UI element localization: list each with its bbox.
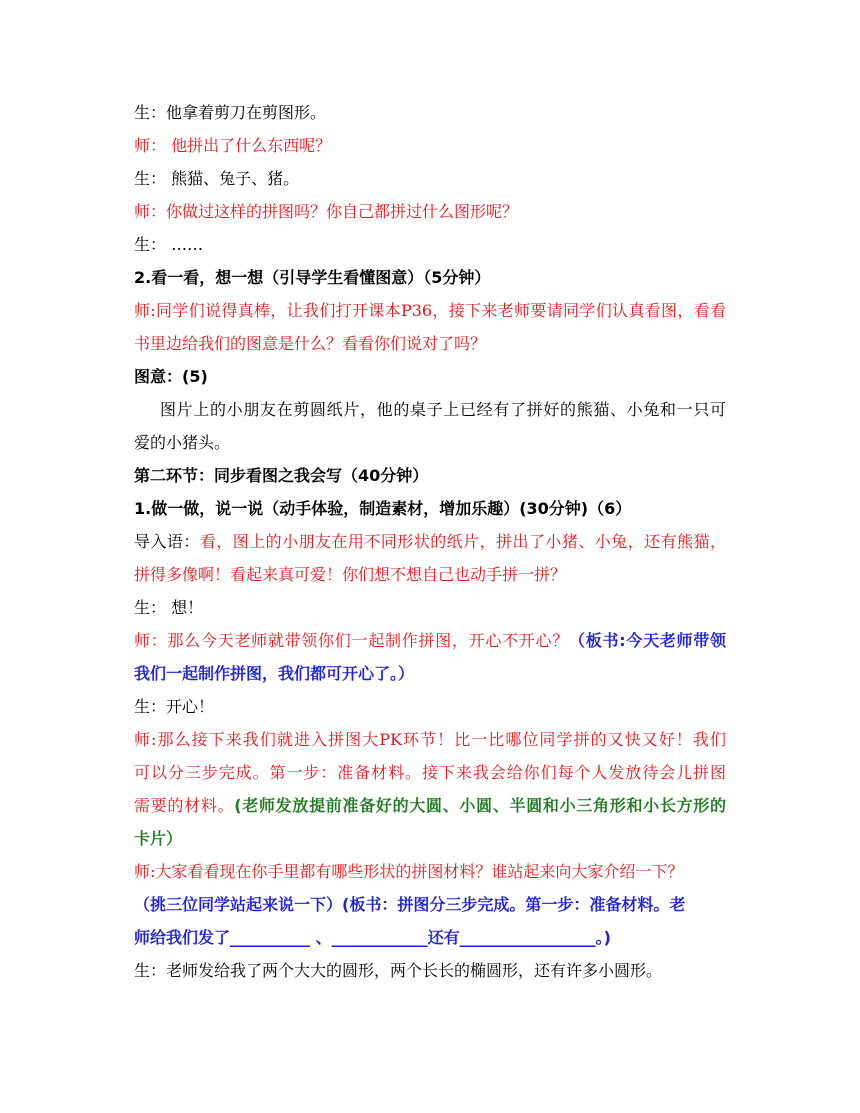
intro-text: 看，图上的小朋友在用不同形状的纸片，拼出了小猪、小兔，还有熊猫，: [199, 532, 726, 551]
section-heading: 第二环节：同步看图之我会写（40分钟）: [134, 466, 429, 485]
action-note: 卡片）: [134, 829, 183, 848]
teacher-text: 需要的材料。: [134, 796, 235, 815]
dialogue-line: 拼得多像啊！看起来真可爱！你们想不想自己也动手拼一拼？: [134, 565, 567, 584]
dialogue-line: 生：开心！: [134, 697, 215, 716]
dialogue-line: 师:同学们说得真棒，让我们打开课本P36，接下来老师要请同学们认真看图，看看: [134, 301, 726, 320]
dialogue-line: 生： 熊猫、兔子、猪。: [134, 169, 300, 188]
board-note: 我们一起制作拼图，我们都可开心了。）: [134, 664, 415, 683]
action-note: (老师发放提前准备好的大圆、小圆、半圆和小三角形和小长方形的: [234, 796, 726, 815]
board-note: （挑三位同学站起来说一下）(板书：拼图分三步完成。第一步：准备材料。老: [134, 895, 686, 914]
dialogue-line: 可以分三步完成。第一步：准备材料。接下来我会给你们每个人发放待会儿拼图: [134, 763, 726, 782]
teacher-text: 师：那么今天老师就带领你们一起制作拼图，开心不开心？: [134, 631, 570, 650]
dialogue-line: 师：你做过这样的拼图吗？你自己都拼过什么图形呢？: [134, 202, 519, 221]
dialogue-line: 师： 他拼出了什么东西呢？: [134, 136, 332, 155]
dialogue-line: [134, 795, 726, 817]
dialogue-line: 生： 想！: [134, 598, 204, 617]
paragraph-line: 爱的小猪头。: [134, 433, 231, 452]
dialogue-line: [134, 630, 726, 652]
section-heading: 1.做一做，说一说（动手体验，制造素材，增加乐趣）(30分钟)（6）: [134, 499, 632, 518]
intro-line: [134, 531, 726, 553]
board-note: 师给我们发了__________ 、____________还有_________________。): [134, 928, 611, 947]
board-note: （板书:今天老师带领: [569, 631, 726, 650]
dialogue-line: 师:大家看看现在你手里都有哪些形状的拼图材料？谁站起来向大家介绍一下？: [134, 862, 684, 881]
dialogue-line: 生：他拿着剪刀在剪图形。: [134, 103, 327, 122]
paragraph-line: 图片上的小朋友在剪圆纸片，他的桌子上已经有了拼好的熊猫、小兔和一只可: [160, 400, 726, 419]
picture-meaning-label: 图意：(5): [134, 367, 208, 386]
dialogue-line: 生： ……: [134, 235, 204, 254]
intro-label: 导入语：: [134, 532, 200, 551]
dialogue-line: 生：老师发给我了两个大大的圆形，两个长长的椭圆形，还有许多小圆形。: [134, 961, 663, 980]
section-heading: 2.看一看，想一想（引导学生看懂图意）（5分钟）: [134, 268, 491, 287]
dialogue-line: 师:那么接下来我们就进入拼图大PK环节！比一比哪位同学拼的又快又好！我们: [134, 730, 726, 749]
dialogue-line: 书里边给我们的图意是什么？看看你们说对了吗？: [134, 334, 487, 353]
